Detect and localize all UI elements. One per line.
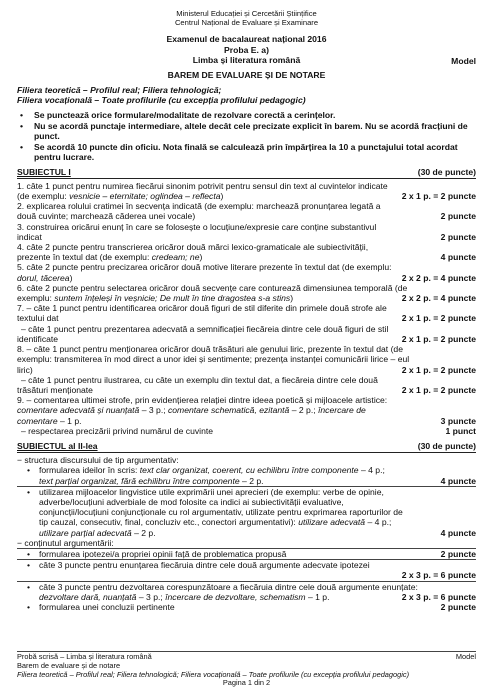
item-3	[17, 222, 476, 242]
content-bullet-3-grade-2: încercare de dezvoltare, schematism	[165, 591, 306, 602]
item-6-example-suffix: )	[290, 293, 294, 304]
item-5-example: dorul, tăcerea	[17, 272, 70, 283]
structure-bullet-2	[17, 487, 476, 538]
item-4-example-prefix: prezente în textul dat (de exemplu:	[17, 252, 152, 263]
content-bullet-3-grade-1-pts: – 3 p.;	[136, 591, 166, 602]
filiera-line-2: Filiera vocațională – Toate profilurile (cu excepția profilului pedagogic)	[17, 95, 306, 106]
item-9-grade-3-cont: comentare	[17, 415, 58, 426]
rule-item: • Nu se acordă punctaje intermediare, altele decât cele precizate explicit în barem. Nu se acordă fracțiuni de punct.	[17, 121, 476, 141]
item-8-text-b-cont: trăsături menționate	[17, 384, 93, 395]
section-2-points: (30 de puncte)	[417, 440, 476, 451]
barem-title: BAREM DE EVALUARE ȘI DE NOTARE	[167, 70, 326, 81]
item-1	[17, 181, 476, 201]
item-4	[17, 242, 476, 262]
section-1-items	[17, 181, 476, 436]
section-2-items	[17, 455, 476, 612]
ministry-header	[17, 9, 476, 27]
bullet-2-grade-1-pts: – 4 p.;	[365, 517, 392, 528]
item-5-example-suffix: )	[69, 272, 73, 283]
section-1-title: SUBIECTUL I	[17, 166, 71, 177]
content-bullet-4	[17, 602, 476, 612]
item-9-grade-1-pts: – 3 p.;	[139, 405, 168, 416]
content-bullet-1-text: • formularea ipotezei/a propriei opinii față de problematica propusă	[39, 548, 287, 559]
item-4-example-suffix: )	[199, 252, 203, 263]
bullet-2-grade-1: utilizare adecvată	[298, 517, 366, 528]
divider	[17, 178, 476, 179]
item-9-text-b: – respectarea precizării privind numărul de cuvinte	[21, 425, 214, 436]
rule-item: • Se punctează orice formulare/modalitate de rezolvare corectă a cerințelor.	[17, 110, 476, 120]
item-6-points: 2 x 2 p. = 4 puncte	[401, 293, 476, 304]
content-heading: − conținutul argumentării:	[17, 537, 114, 548]
divider	[17, 452, 476, 453]
bullet-1-points: 4 puncte	[440, 475, 476, 486]
bullet-1-text: formularea ideilor în scris:	[39, 465, 140, 476]
item-8-text-cont2: liric)	[17, 364, 33, 375]
item-7	[17, 303, 476, 344]
bullet-2-grade-2: utilizare parțial adecvată	[39, 527, 132, 538]
item-1-example: vesnicie – eternitate; oglindea – reflecta	[69, 191, 221, 202]
content-bullet-1-points: 2 puncte	[440, 548, 476, 559]
item-8-points-a: 2 x 1 p. = 2 puncte	[401, 364, 476, 375]
item-9	[17, 395, 476, 436]
item-6	[17, 283, 476, 303]
item-9-points-b: 1 punct	[445, 425, 476, 436]
item-3-text-cont: indicat	[17, 231, 42, 242]
bullet-2-text: • utilizarea mijloacelor lingvistice utile exprimării unei aprecieri (de exemplu: verbe de opinie,	[39, 486, 384, 497]
content-bullet-3-points: 2 x 3 p. = 6 puncte	[401, 591, 476, 602]
item-7-text: 7. – câte 1 punct pentru identificarea oricăror două figuri de stil diferite din primele două strofe ale	[17, 303, 387, 314]
item-9-points-a: 3 puncte	[440, 415, 476, 426]
bullet-2-text-cont2: conjuncții/locuțiuni conjuncționale cu rol argumentativ, utilizate pentru exprimarea raporturilor de	[39, 507, 403, 518]
item-2-text-cont: două cuvinte; marchează căderea unei vocale)	[17, 211, 196, 222]
page-number: Pagina 1 din 2	[222, 678, 271, 688]
content-bullet-3	[17, 582, 476, 602]
item-8-text-b: – câte 1 punct pentru ilustrarea, cu câte un exemplu din textul dat, a fiecăreia dintre cele două	[21, 374, 378, 385]
structure-heading: − structura discursului de tip argumentativ:	[17, 455, 179, 466]
exam-subject: Limba și literatura română	[192, 54, 301, 65]
footer-exam: Probă scrisă – Limba și literatura română	[17, 652, 152, 661]
center-name: Centrul Național de Evaluare și Examinare	[174, 18, 319, 28]
item-7-points-b: 2 x 1 p. = 2 puncte	[401, 333, 476, 344]
ministry-name: Ministerul Educației și Cercetării Științifice	[176, 9, 317, 18]
bullet-2-grade-2-pts: – 2 p.	[131, 527, 156, 538]
item-5-points: 2 x 2 p. = 4 puncte	[401, 272, 476, 283]
item-8-text: 8. – câte 1 punct pentru menționarea oricăror două trăsături ale genului liric, prezente în textul dat (de	[17, 344, 403, 355]
item-7-points-a: 2 x 1 p. = 2 puncte	[401, 313, 476, 324]
filiera-block	[17, 85, 476, 105]
page-footer	[17, 651, 476, 688]
item-4-text: 4. câte 2 puncte pentru transcrierea oricăror două mărci lexico-gramaticale ale subiectivității,	[17, 242, 369, 253]
content-bullet-3-text: • câte 3 puncte pentru dezvoltarea corespunzătoare a fiecăruia dintre cele două argumente enunțate:	[39, 581, 418, 592]
content-bullet-3-grade-2-pts: – 1 p.	[305, 591, 330, 602]
item-2-text: 2. explicarea rolului cratimei în secvența indicată (de exemplu: marchează pronunțarea legată a	[17, 201, 381, 212]
content-bullet-2-points: 2 x 3 p. = 6 puncte	[401, 570, 476, 581]
item-3-points: 2 puncte	[440, 231, 476, 242]
bullet-1-grade-2: text parțial organizat, fără echilibru între componente	[39, 475, 240, 486]
footer-filiera: Filiera teoretică – Profilul real; Filiera tehnologică; Filiera vocațională – Toate profilurile (cu excepția profilului pedagogic)	[17, 669, 410, 679]
section-1-points: (30 de puncte)	[417, 166, 476, 177]
item-9-grade-2: comentare schematică, ezitantă	[167, 405, 290, 416]
item-9-text: 9. – comentarea ultimei strofe, prin evidențierea relației dintre ideea poetică și mijloacele artistice:	[17, 395, 388, 406]
bullet-2-points: 4 puncte	[440, 527, 476, 538]
item-9-grade-3: încercare de	[317, 405, 366, 416]
content-bullet-2-text: • câte 3 puncte pentru enunțarea fiecăruia dintre cele două argumente adecvate ipotezei	[39, 560, 370, 571]
item-1-points: 2 x 1 p. = 2 puncte	[401, 191, 476, 202]
footer-barem: Barem de evaluare și de notare	[17, 660, 121, 670]
item-1-example-prefix: (de exemplu:	[17, 191, 70, 202]
section-2-title: SUBIECTUL al II-lea	[17, 440, 98, 451]
bullet-2-text-cont: adverbe/locuțiuni adverbiale de mod folosite ca indici ai subiectivității evaluative,	[39, 496, 344, 507]
bullet-1-grade-1-pts: – 4 p.;	[358, 465, 385, 476]
content-bullet-2	[17, 560, 476, 580]
item-9-grade-3-pts: – 1 p.	[57, 415, 82, 426]
filiera-line-1: Filiera teoretică – Profilul real; Filiera tehnologică;	[17, 85, 222, 96]
item-4-points: 4 puncte	[440, 252, 476, 263]
item-1-example-suffix: )	[220, 191, 224, 202]
item-8-text-cont: exemplu: transmiterea în mod direct a unor idei și sentimente; prezența instanței comunicării lirice – eul	[17, 354, 410, 365]
item-9-grade-2-pts: – 2 p.;	[289, 405, 318, 416]
footer-model: Model	[455, 652, 476, 661]
document-page	[17, 9, 476, 612]
section-1-header	[17, 167, 476, 177]
content-bullet-3-grade-1: dezvoltare dară, nuanțată	[39, 591, 137, 602]
section-2-header	[17, 441, 476, 451]
item-7-text-b: – câte 1 punct pentru prezentarea adecvată a semnificației fiecăreia dintre cele două figuri de stil	[21, 323, 389, 334]
item-6-example-prefix: exemplu:	[17, 293, 55, 304]
exam-title-block	[17, 34, 476, 65]
bullet-2-text-cont3: tip cauzal, consecutiv, final, concluziv etc., conectori argumentativi):	[39, 517, 299, 528]
item-4-example: credeam; ne	[151, 252, 200, 263]
item-7-text-cont: textului dat	[17, 313, 59, 324]
item-3-text: 3. construirea oricărui enunț în care se folosește o locuțiune/expresie care conține substantivul	[17, 221, 377, 232]
item-6-example: suntem înțeleși în veșnicie; De mult în tine dragostea s-a stins	[54, 293, 291, 304]
general-rules-list	[17, 110, 476, 163]
item-2	[17, 201, 476, 221]
bullet-1-grade-1: text clar organizat, coerent, cu echilibru între componente	[139, 465, 359, 476]
content-bullet-4-text: • formularea unei concluzii pertinente	[39, 601, 175, 612]
item-6-text: 6. câte 2 puncte pentru selectarea oricăror două secvențe care conturează dimensiunea temporală (de	[17, 282, 408, 293]
rule-item: • Se acordă 10 puncte din oficiu. Nota finală se calculează prin împărțirea la 10 a punctajului total acordat pentru lucrare.	[17, 142, 476, 162]
exam-proba: Proba E. a)	[224, 44, 269, 55]
exam-title: Examenul de bacalaureat național 2016	[166, 34, 327, 45]
item-1-text: 1. câte 1 punct pentru numirea fiecărui sinonim potrivit pentru sensul din text al cuvintelor indicate	[17, 180, 388, 191]
item-5-text: 5. câte 2 puncte pentru precizarea oricăror două motive literare prezente în textul dat (de exemplu:	[17, 262, 392, 273]
item-5	[17, 262, 476, 282]
structure-bullet-1	[17, 465, 476, 485]
item-8	[17, 344, 476, 395]
item-7-text-b-cont: identificate	[17, 333, 59, 344]
bullet-1-grade-2-pts: – 2 p.	[239, 475, 264, 486]
item-2-points: 2 puncte	[440, 211, 476, 222]
item-8-points-b: 2 x 1 p. = 2 puncte	[401, 384, 476, 395]
content-bullet-4-points: 2 puncte	[440, 601, 476, 612]
model-label: Model	[451, 56, 476, 66]
item-9-grade-1: comentare adecvată și nuanțată	[17, 405, 140, 416]
content-bullet-1	[17, 549, 476, 559]
